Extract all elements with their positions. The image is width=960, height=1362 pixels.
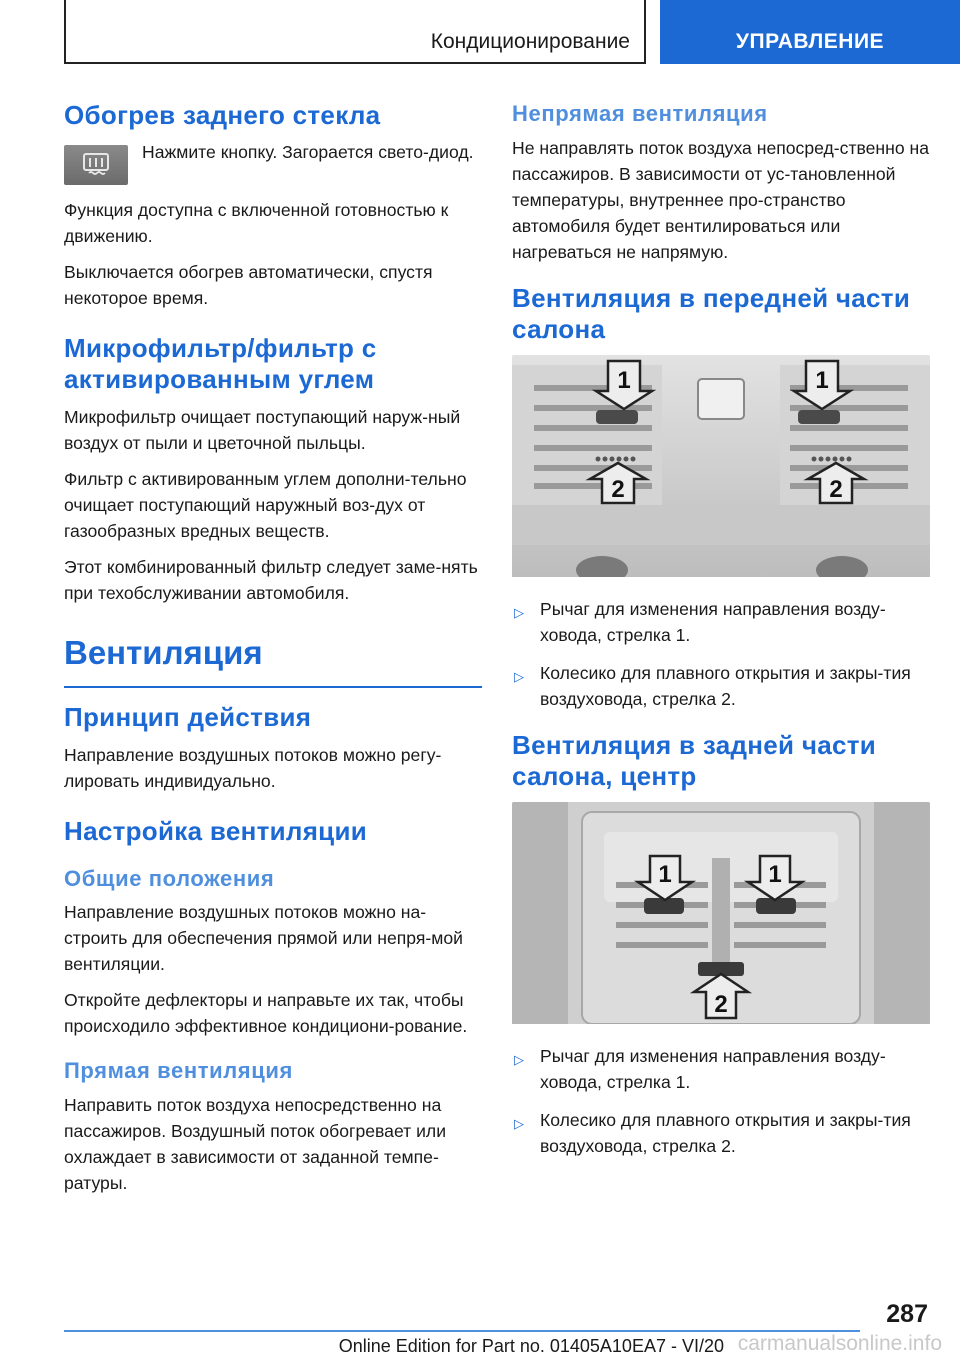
general-p1: Направление воздушных потоков можно на-строить для обеспечения прямой или непря-мой вентиляции.: [64, 902, 463, 975]
principle-heading: Принцип действия: [64, 702, 312, 733]
front-vents-illustration: [512, 355, 930, 577]
rear-vent-list: [512, 1043, 930, 1159]
indirect-p1: Не направлять поток воздуха непосред-ственно на пассажиров. В зависимости от ус-тановленной температуры, внутреннее про-странство автомобиля будет вентилироваться или нагреваться не напрямую.: [512, 137, 930, 262]
microfilter-heading: Микрофильтр/фильтр с активированным углем: [64, 333, 377, 395]
front-label-1-right: 1: [815, 366, 829, 394]
page-number: 287: [886, 1300, 928, 1328]
microfilter-p1: Микрофильтр очищает поступающий наруж-ный воздух от пыли и цветочной пыльцы.: [64, 406, 461, 453]
microfilter-p3: Этот комбинированный фильтр следует заме-нять при техобслуживании автомобиля.: [64, 556, 478, 603]
setting-heading: Настройка вентиляции: [64, 815, 368, 846]
front-vent-heading: Вентиляция в передней части салона: [512, 282, 911, 344]
triangle-bullet-icon: ▷: [514, 1052, 524, 1068]
rear-window-p1: Функция доступна с включенной готовностью к движению.: [64, 200, 449, 247]
triangle-bullet-icon: ▷: [514, 604, 524, 620]
front-vents-photo: [512, 355, 930, 582]
left-column: [64, 100, 482, 1206]
triangle-bullet-icon: ▷: [514, 1116, 524, 1132]
header-chapter-tab: [660, 0, 960, 64]
right-column: [512, 100, 930, 1177]
front-vent-list: [512, 596, 930, 712]
footer-watermark: carmanualsonline.info: [737, 1332, 942, 1355]
front-label-2-left: 2: [611, 475, 625, 503]
header-section-box: [64, 0, 646, 64]
header-chapter-label: УПРАВЛЕНИЕ: [735, 30, 885, 53]
front-label-1-left: 1: [617, 366, 631, 394]
rear-window-heading: Обогрев заднего стекла: [64, 100, 381, 130]
microfilter-p2: Фильтр с активированным углем дополни-тельно очищает поступающий наружный воз-дух от газообразных вредных веществ.: [64, 468, 467, 541]
front-vent-item-1: ▷ Рычаг для изменения направления возду-ховода, стрелка 1.: [514, 598, 886, 645]
direct-heading: Прямая вентиляция: [64, 1058, 293, 1084]
rear-label-2: 2: [714, 991, 728, 1019]
rear-label-1-right: 1: [768, 861, 782, 889]
rear-defrost-button-icon: [64, 145, 128, 185]
rear-label-1-left: 1: [658, 861, 672, 889]
rear-vents-photo: [512, 802, 930, 1029]
ventilation-divider: [64, 686, 482, 688]
header-section-title: Кондиционирование: [430, 30, 630, 53]
rear-vent-item-1: ▷ Рычаг для изменения направления возду-ховода, стрелка 1.: [514, 1046, 886, 1093]
direct-p1: Направить поток воздуха непосредственно на пассажиров. Воздушный поток обогревает или охлаждает в зависимости от заданной темпе-ратуры.: [64, 1095, 447, 1194]
footer-edition: Online Edition for Part no. 01405A10EA7 - VI/20: [338, 1336, 724, 1356]
ventilation-heading: Вентиляция: [64, 633, 263, 671]
rear-window-button-text: Нажмите кнопку. Загорается свето-диод.: [142, 142, 474, 163]
indirect-heading: Непрямая вентиляция: [512, 101, 768, 126]
triangle-bullet-icon: ▷: [514, 668, 524, 684]
rear-window-button-row: [64, 139, 482, 185]
rear-window-p2: Выключается обогрев автоматически, спустя некоторое время.: [64, 262, 433, 309]
front-label-2-right: 2: [829, 475, 843, 503]
rear-vents-illustration: [512, 802, 930, 1024]
rear-vent-item-2: ▷ Колесико для плавного открытия и закры-тия воздуховода, стрелка 2.: [514, 1110, 911, 1157]
principle-p1: Направление воздушных потоков можно регу-лировать индивидуально.: [64, 744, 442, 791]
general-p2: Откройте дефлекторы и направьте их так, чтобы происходило эффективное кондициони-рование.: [64, 990, 468, 1037]
rear-vent-heading: Вентиляция в задней части салона, центр: [512, 729, 877, 792]
general-heading: Общие положения: [64, 865, 275, 891]
front-vent-item-2: ▷ Колесико для плавного открытия и закры-тия воздуховода, стрелка 2.: [514, 662, 911, 709]
rear-defrost-icon: [78, 151, 114, 179]
